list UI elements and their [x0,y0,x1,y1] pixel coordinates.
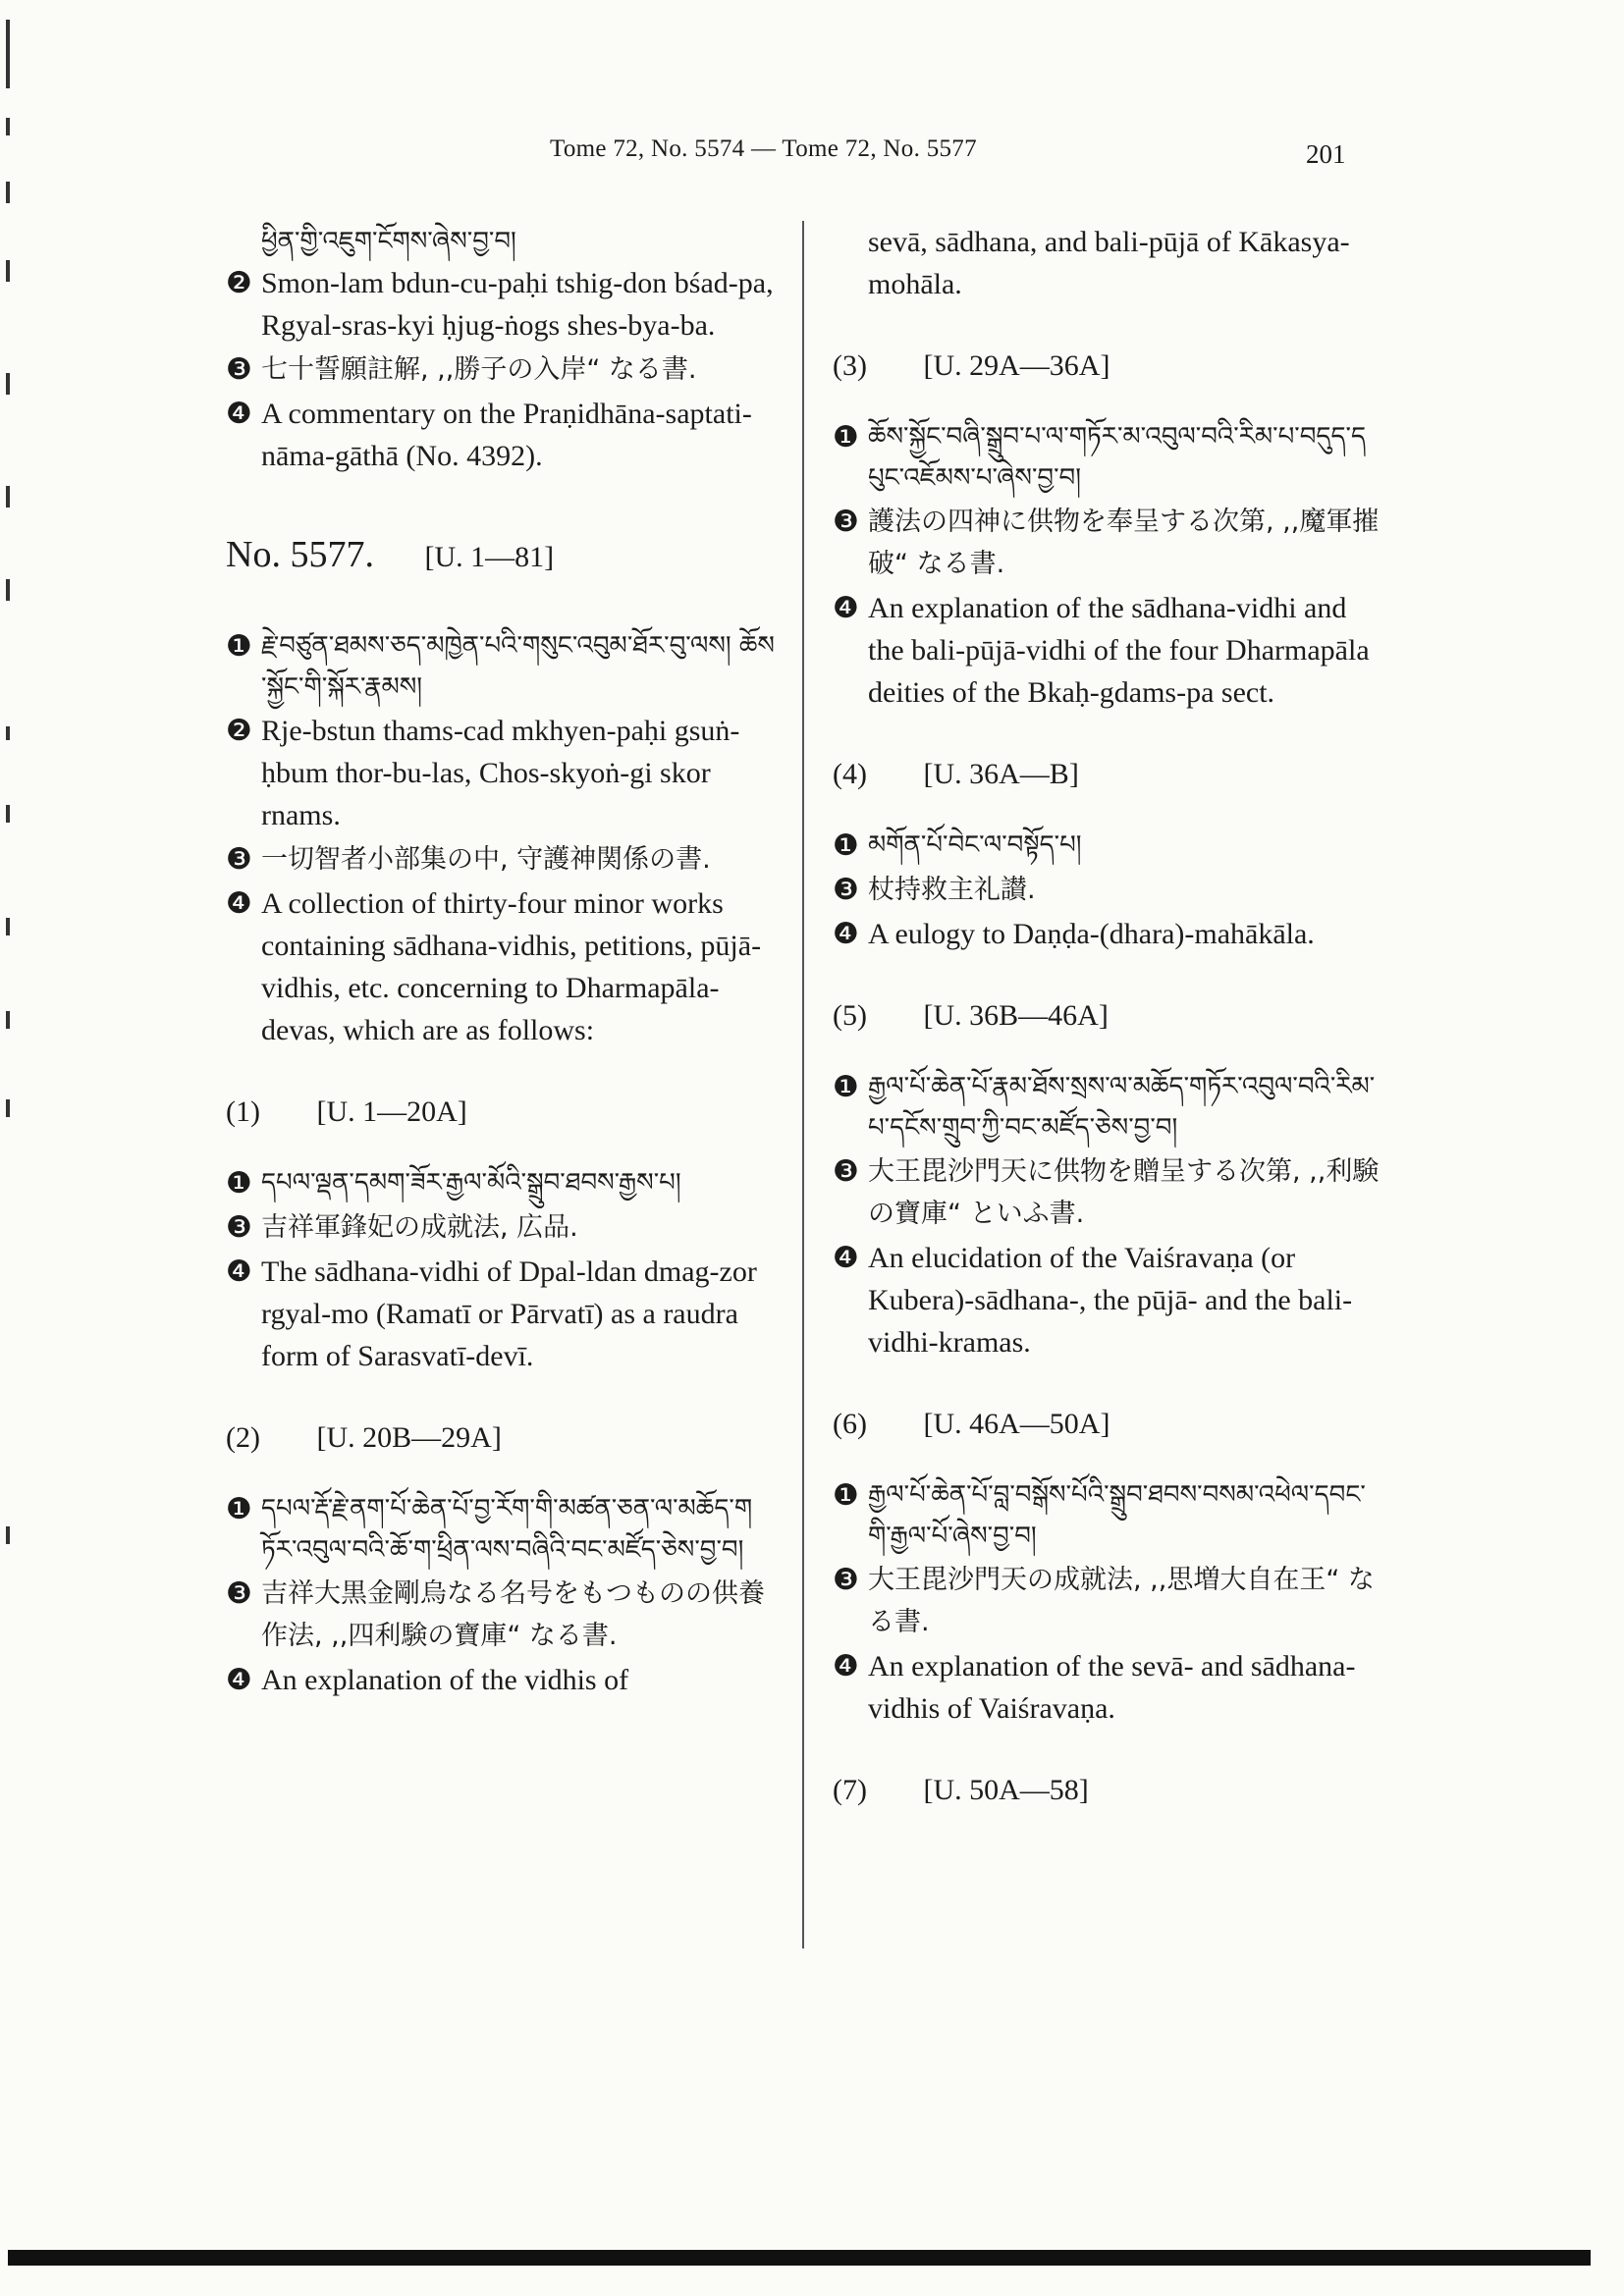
tibetan-title: ❶ རྗེ་བཙུན་ཐམས་ཅད་མཁྱེན་པའི་གསུང་འབུམ་ཐོར་བུ་ལས། ཆོས་སྐྱོང་གི་སྐོར་རྣམས། [226,625,776,708]
marker-3: ❸ [226,1576,252,1611]
tibetan-title: ❶ རྒྱལ་པོ་ཆེན་པོ་བླ་བསྒོས་པོའི་སྒྲུབ་ཐབས་བསམ་འཕེལ་དབང་གི་རྒྱལ་པོ་ཞེས་བྱ་བ། [833,1474,1382,1557]
japanese-title: ❸ 吉祥軍鋒妃の成就法, 広品. [226,1206,776,1249]
marker-4: ❹ [226,397,252,431]
subsection-heading-1: (1) [U. 1—20A] [226,1095,467,1128]
subsection-heading-6: (6) [U. 46A—50A] [833,1408,1110,1440]
tibetan-title: ❶ མགོན་པོ་བེང་ལ་བསྟོད་པ། [833,825,1382,867]
marker-3: ❸ [226,1210,252,1245]
description-continuation: sevā, sādhana, and bali-pūjā of Kākasya-mohāla. [868,226,1350,300]
subsection-heading-7: (7) [U. 50A—58] [833,1774,1089,1806]
marker-1: ❶ [833,828,859,863]
tibetan-title: ❶ ཆོས་སྐྱོང་བཞི་སྒྲུབ་པ་ལ་གཏོར་མ་འབུལ་བའི་རིམ་པ་བདུད་དཔུང་འཇོམས་པ་ཞེས་བྱ་བ། [833,416,1382,499]
marker-1: ❶ [833,420,859,454]
marker-3: ❸ [833,1154,859,1189]
marker-3: ❸ [226,352,252,387]
marker-4: ❹ [833,1649,859,1683]
left-column [226,221,776,1703]
description: ❹ An explanation of the sevā- and sādhana-vidhis of Vaiśravaṇa. [833,1645,1382,1730]
marker-4: ❹ [833,917,859,951]
description: ❹ A eulogy to Daṇḍa-(dhara)-mahākāla. [833,913,1382,955]
marker-3: ❸ [833,505,859,539]
marker-3: ❸ [833,873,859,907]
japanese-title: ❸ 七十誓願註解, ,,勝子の入岸“ なる書. [226,348,776,391]
tibetan-title: ❶ རྒྱལ་པོ་ཆེན་པོ་རྣམ་ཐོས་སྲས་ལ་མཆོད་གཏོར་འབུལ་བའི་རིམ་པ་དངོས་གྲུབ་ཀྱི་བང་མཛོད་ཅེས་བྱ་བ། [833,1066,1382,1148]
marker-4: ❹ [226,886,252,921]
marker-1: ❶ [833,1478,859,1513]
marker-2: ❷ [226,266,252,300]
description: ❹ An explanation of the vidhis of [226,1659,776,1701]
subsection-heading-4: (4) [U. 36A—B] [833,758,1079,790]
subsection-heading-2: (2) [U. 20B—29A] [226,1421,502,1454]
marker-3: ❸ [833,1563,859,1597]
tibetan-title: ❶ དཔལ་ལྡན་དམག་ཟོར་རྒྱལ་མོའི་སྒྲུབ་ཐབས་རྒྱས་པ། [226,1162,776,1204]
page-number: 201 [1306,139,1346,169]
entry-number: No. 5577. [226,534,374,575]
tibetan-title-continuation: ཕྱིན་གྱི་འཇུག་ངོགས་ཞེས་བྱ་བ། [261,227,516,256]
description: ❹ A collection of thirty-four minor works containing sādhana-vidhis, petitions, pūjā-vidhis, etc. concerning to Dharmapāla-devas, which are as follows: [226,882,776,1051]
marker-1: ❶ [226,629,252,664]
description: ❹ An elucidation of the Vaiśravaṇa (or Kubera)-sādhana-, the pūjā- and the bali-vidhi-kramas. [833,1237,1382,1363]
subsection-heading-3: (3) [U. 29A—36A] [833,349,1110,382]
tibetan-title: ❶ དཔལ་རྡོ་རྗེ་ནག་པོ་ཆེན་པོ་བྱ་རོག་གི་མཚན་ཅན་ལ་མཆོད་གཏོར་འབུལ་བའི་ཆོ་ག་ཕྲིན་ལས་བཞིའི་བང་མཛོད་ཅེས་བྱ་བ། [226,1488,776,1571]
description: ❹ An explanation of the sādhana-vidhi and the bali-pūjā-vidhi of the four Dharmapāla deities of the Bkaḥ-gdams-pa sect. [833,587,1382,714]
japanese-title: ❸ 護法の四神に供物を奉呈する次第, ,,魔軍摧破“ なる書. [833,501,1382,585]
description: ❹ The sādhana-vidhi of Dpal-ldan dmag-zor rgyal-mo (Ramatī or Pārvatī) as a raudra form of Sarasvatī-devī. [226,1251,776,1377]
right-column [833,221,1382,1841]
japanese-title: ❸ 一切智者小部集の中, 守護神関係の書. [226,838,776,881]
description: ❹ A commentary on the Praṇidhāna-saptati-nāma-gāthā (No. 4392). [226,393,776,477]
japanese-title: ❸ 大王毘沙門天の成就法, ,,思増大自在王“ なる書. [833,1559,1382,1643]
column-divider [802,221,804,1949]
marker-1: ❶ [226,1492,252,1526]
entry-heading [226,534,776,578]
romanized-title: ❷ Rje-bstun thams-cad mkhyen-paḥi gsuṅ-ḥbum thor-bu-las, Chos-skyoṅ-gi skor rnams. [226,710,776,836]
bottom-rule [8,2250,1591,2266]
subsection-heading-5: (5) [U. 36B—46A] [833,999,1109,1032]
marker-1: ❶ [226,1166,252,1201]
marker-4: ❹ [226,1255,252,1289]
japanese-title: ❸ 杖持救主礼讃. [833,869,1382,911]
japanese-title: ❸ 吉祥大黒金剛烏なる名号をもつものの供養作法, ,,四利験の寶庫“ なる書. [226,1573,776,1657]
romanized-title: ❷ Smon-lam bdun-cu-paḥi tshig-don bśad-pa, Rgyal-sras-kyi ḥjug-ṅogs shes-bya-ba. [226,262,776,347]
marker-4: ❹ [226,1663,252,1697]
entry-reference: [U. 1—81] [424,541,555,573]
marker-4: ❹ [833,591,859,625]
marker-3: ❸ [226,842,252,877]
scan-edge-marks [6,0,26,2296]
marker-4: ❹ [833,1241,859,1275]
running-header: Tome 72, No. 5574 — Tome 72, No. 5577 [550,135,977,162]
marker-2: ❷ [226,714,252,748]
japanese-title: ❸ 大王毘沙門天に供物を贈呈する次第, ,,利験の寶庫“ といふ書. [833,1150,1382,1235]
marker-1: ❶ [833,1070,859,1104]
